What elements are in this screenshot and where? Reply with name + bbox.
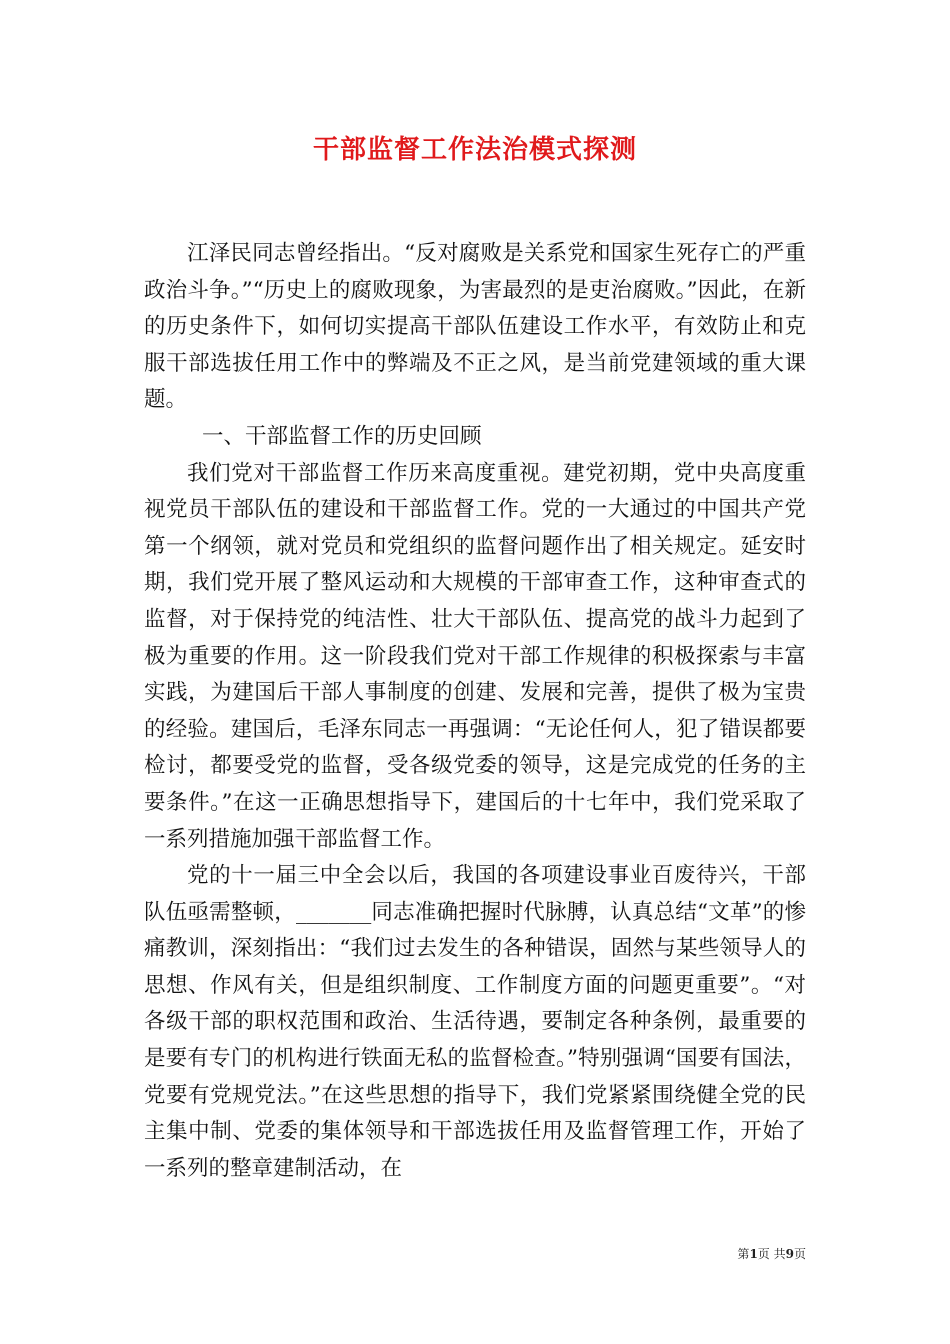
paragraph-reform: 党的十一届三中全会以后，我国的各项建设事业百废待兴，干部队伍亟需整顿，_______同志准确把握时代脉膊，认真总结“文革”的惨痛教训，深刻指出：“我们过去发生的各种错误，固然与某些领导人的思想、作风有关，但是组织制度、工作制度方面的问题更重要”。“对各级干部的职权范围和政治、生活待遇，要制定各种条例，最重要的是要有专门的机构进行铁面无私的监督检查。”特别强调“国要有国法，党要有党规党法。”在这些思想的指导下，我们党紧紧围绕健全党的民主集中制、党委的集体领导和干部选拔任用及监督管理工作，开始了一系列的整章建制活动，在	[144, 863, 806, 1181]
document-body	[144, 236, 806, 1187]
footer-page-total: 9	[785, 1247, 794, 1261]
section-heading: 一、干部监督工作的历史回顾	[202, 423, 482, 449]
footer-middle: 页 共	[757, 1247, 786, 1261]
document-title: 干部监督工作法治模式探测	[312, 135, 637, 165]
footer-prefix: 第	[737, 1247, 750, 1261]
paragraph-intro: 江泽民同志曾经指出。“反对腐败是关系党和国家生死存亡的严重政治斗争。”“历史上的腐败现象，为害最烈的是吏治腐败。”因此，在新的历史条件下，如何切实提高干部队伍建设工作水平，有效防止和克服干部选拔任用工作中的弊端及不正之风，是当前党建领域的重大课题。	[144, 241, 806, 413]
paragraph-history: 我们党对干部监督工作历来高度重视。建党初期，党中央高度重视党员干部队伍的建设和干部监督工作。党的一大通过的中国共产党第一个纲领，就对党员和党组织的监督问题作出了相关规定。延安时期，我们党开展了整风运动和大规模的干部审查工作，这种审查式的监督，对于保持党的纯洁性、壮大干部队伍、提高党的战斗力起到了极为重要的作用。这一阶段我们党对干部工作规律的积极探索与丰富实践，为建国后干部人事制度的创建、发展和完善，提供了极为宝贵的经验。建国后，毛泽东同志一再强调：“无论任何人，犯了错误都要检讨，都要受党的监督，受各级党委的领导，这是完成党的任务的主要条件。”在这一正确思想指导下，建国后的十七年中，我们党采取了一系列措施加强干部监督工作。	[144, 460, 806, 852]
page-footer	[700, 1245, 806, 1263]
footer-page-current: 1	[749, 1247, 758, 1261]
footer-suffix: 页	[793, 1247, 806, 1261]
